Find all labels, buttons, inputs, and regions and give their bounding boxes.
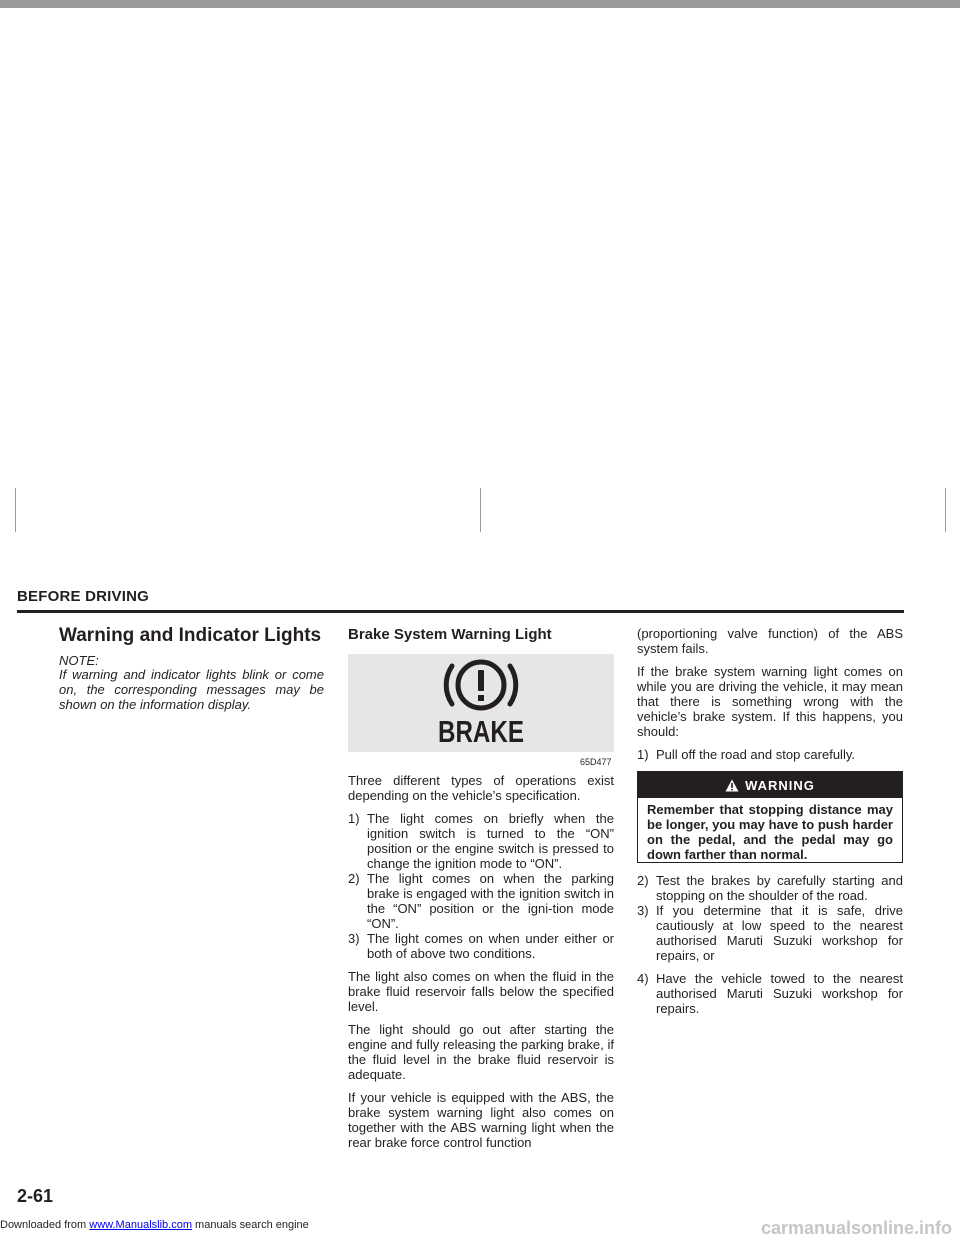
item-number: 3) — [637, 903, 649, 918]
brake-column-2 — [348, 773, 614, 1150]
item-text: The light comes on when under either or both of above two conditions. — [367, 931, 614, 961]
brake-warning-icon — [348, 654, 614, 752]
item-text: The light comes on briefly when the ignition switch is turned to the “ON” position or the engine switch is pressed to change the ignition mode to “ON”. — [367, 811, 614, 871]
crop-mark-right — [945, 488, 946, 532]
item-text: The light comes on when the parking brake is engaged with the ignition switch in the “ON” position or the igni-tion mode “ON”. — [367, 871, 614, 931]
watermark: carmanualsonline.info — [760, 1218, 952, 1238]
note-label: NOTE: — [59, 653, 99, 668]
brake-light-heading: Brake System Warning Light — [348, 626, 552, 643]
note-text: If warning and indicator lights blink or come on, the corresponding messages may be shown on the information display. — [59, 667, 324, 712]
download-footer — [0, 1219, 309, 1231]
crop-mark-center — [480, 488, 481, 532]
list-item — [637, 747, 903, 762]
operations-list — [348, 811, 614, 961]
list-item — [637, 971, 903, 1016]
warning-lights-heading: Warning and Indicator Lights — [59, 625, 322, 646]
warning-box — [637, 771, 903, 863]
item-number: 4) — [637, 971, 649, 986]
item-number: 2) — [348, 871, 360, 886]
top-edge-bar — [0, 0, 960, 8]
abs-paragraph: If your vehicle is equipped with the ABS, the brake system warning light also comes on together with the ABS warning light when the rear brake force control function — [348, 1090, 614, 1150]
page-number: 2-61 — [17, 1186, 54, 1206]
driving-paragraph: If the brake system warning light comes on while you are driving the vehicle, it may mean that there is something wrong with the vehicle’s brake system. If this happens, you should: — [637, 664, 903, 739]
item-number: 1) — [348, 811, 360, 826]
item-number: 3) — [348, 931, 360, 946]
warning-text: Remember that stopping distance may be longer, you may have to push harder on the pedal, and the pedal may go down farther than normal. — [647, 802, 893, 862]
abs-paragraph-continued: (proportioning valve function) of the ABS system fails. — [637, 626, 903, 656]
item-number: 2) — [637, 873, 649, 888]
list-item — [348, 871, 614, 931]
intro-paragraph: Three different types of operations exist depending on the vehicle’s specification. — [348, 773, 614, 803]
list-item — [348, 931, 614, 961]
warning-header — [638, 772, 902, 798]
item-text: Pull off the road and stop carefully. — [656, 747, 855, 762]
brake-figure-word: BRAKE — [438, 714, 524, 749]
footer-prefix: Downloaded from — [0, 1219, 90, 1231]
step-1-list — [637, 747, 903, 762]
steps-after-warning — [637, 873, 903, 1016]
remaining-steps-list — [637, 873, 903, 1016]
goes-out-paragraph: The light should go out after starting the engine and fully releasing the parking brake, if the fluid level in the brake fluid reservoir is adequate. — [348, 1022, 614, 1082]
list-item — [348, 811, 614, 871]
item-text: Have the vehicle towed to the nearest authorised Maruti Suzuki workshop for repairs. — [656, 971, 903, 1016]
warning-triangle-icon — [725, 779, 739, 792]
header-rule — [17, 610, 904, 613]
brake-column-3 — [637, 626, 903, 762]
fluid-paragraph: The light also comes on when the fluid in the brake fluid reservoir falls below the specified level. — [348, 969, 614, 1014]
list-item — [637, 873, 903, 903]
list-item — [637, 903, 903, 963]
brake-warning-figure — [348, 654, 614, 752]
item-text: Test the brakes by carefully starting and stopping on the shoulder of the road. — [656, 873, 903, 903]
figure-code: 65D477 — [580, 757, 612, 767]
manualslib-link[interactable]: www.Manualslib.com — [89, 1219, 192, 1231]
warning-label: WARNING — [745, 777, 815, 793]
crop-mark-left — [15, 488, 16, 532]
section-header: BEFORE DRIVING — [17, 588, 149, 605]
footer-suffix: manuals search engine — [191, 1219, 309, 1231]
item-number: 1) — [637, 747, 649, 762]
item-text: If you determine that it is safe, drive cautiously at low speed to the nearest authorised Maruti Suzuki workshop for repairs, or — [656, 903, 903, 963]
